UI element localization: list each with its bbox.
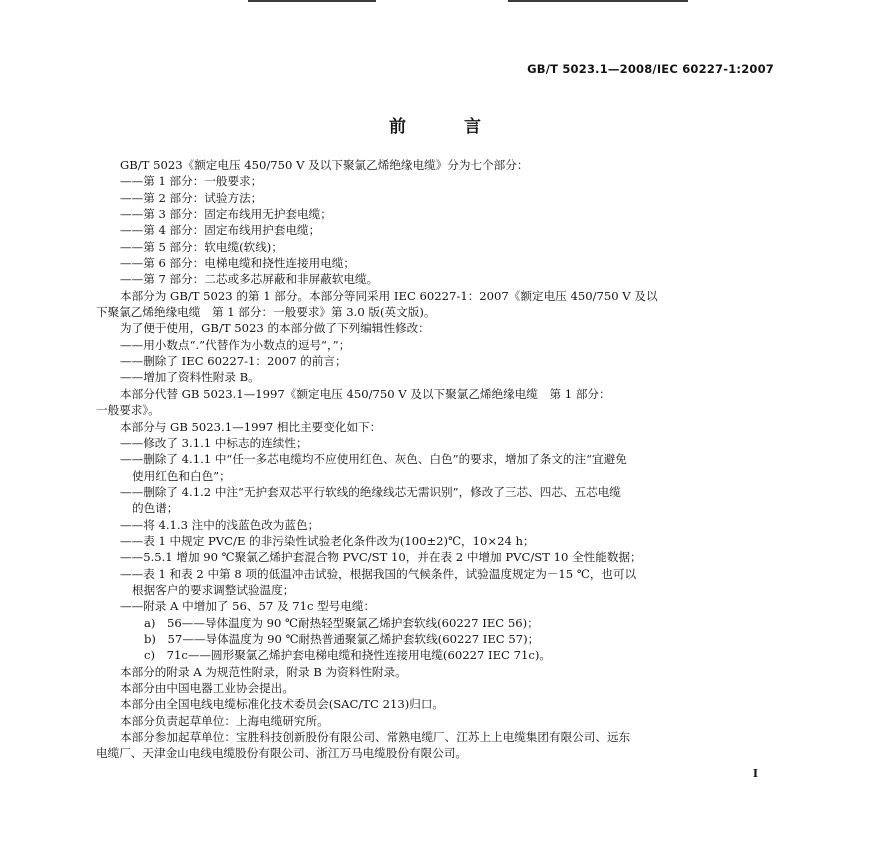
text-line: ——增加了资料性附录 B。 <box>120 370 260 385</box>
text-line: ——第 7 部分：二芯或多芯屏蔽和非屏蔽软电缆。 <box>120 272 379 287</box>
text-line: 下聚氯乙烯绝缘电缆 第 1 部分：一般要求》第 3.0 版(英文版)。 <box>96 305 436 320</box>
top-edge-bar-right <box>508 0 688 2</box>
text-line: b) 57——导体温度为 90 ℃耐热普通聚氯乙烯护套软线(60227 IEC 57)； <box>144 631 540 646</box>
text-line: 为了便于使用，GB/T 5023 的本部分做了下列编辑性修改： <box>120 321 430 336</box>
text-line: ——删除了 4.1.2 中注“无护套双芯平行软线的绝缘线芯无需识别”，修改了三芯、四芯、五芯电缆 <box>120 484 621 499</box>
text-line: 本部分与 GB 5023.1—1997 相比主要变化如下： <box>120 419 382 434</box>
text-line: 使用红色和白色”； <box>132 468 231 483</box>
text-line: GB/T 5023《额定电压 450/750 V 及以下聚氯乙烯绝缘电缆》分为七个部分： <box>120 158 529 172</box>
text-line: ——表 1 中规定 PVC/E 的非污染性试验老化条件改为(100±2)℃，10×24 h； <box>120 533 535 548</box>
text-line: ——附录 A 中增加了 56、57 及 71c 型号电缆： <box>120 599 376 614</box>
text-line: 本部分由全国电线电缆标准化技术委员会(SAC/TC 213)归口。 <box>120 697 445 712</box>
text-line: 本部分的附录 A 为规范性附录，附录 B 为资料性附录。 <box>120 664 407 679</box>
text-line: ——删除了 4.1.1 中“任一多芯电缆均不应使用红色、灰色、白色”的要求，增加了条文的注“宜避免 <box>120 452 627 467</box>
text-line: 一般要求》。 <box>96 403 160 418</box>
text-line: ——第 6 部分：电梯电缆和挠性连接用电缆； <box>120 256 356 271</box>
text-line: 本部分负责起草单位：上海电缆研究所。 <box>120 713 329 728</box>
text-line: 本部分由中国电器工业协会提出。 <box>120 681 294 695</box>
text-line: ——第 5 部分：软电缆(软线)； <box>120 239 283 254</box>
foreword-body <box>96 157 778 762</box>
text-line: 本部分代替 GB 5023.1—1997《额定电压 450/750 V 及以下聚氯乙烯绝缘电缆 第 1 部分： <box>120 386 611 401</box>
text-line: 电缆厂、天津金山电线电缆股份有限公司、浙江万马电缆股份有限公司。 <box>96 746 468 761</box>
text-line: ——用小数点“.”代替作为小数点的逗号“，”； <box>120 337 351 352</box>
text-line: 本部分参加起草单位：宝胜科技创新股份有限公司、常熟电缆厂、江苏上上电缆集团有限公司、远东 <box>120 730 631 745</box>
page-title: 前 言 <box>389 117 507 137</box>
text-line: ——修改了 3.1.1 中标志的连续性； <box>120 435 308 450</box>
text-line: ——第 3 部分：固定布线用无护套电缆； <box>120 207 332 222</box>
top-edge-bar-left <box>248 0 376 2</box>
text-line: ——将 4.1.3 注中的浅蓝色改为蓝色； <box>120 517 320 532</box>
standard-number-header: GB/T 5023.1—2008/IEC 60227-1:2007 <box>527 62 774 76</box>
text-line: 本部分为 GB/T 5023 的第 1 部分。本部分等同采用 IEC 60227-1：2007《额定电压 450/750 V 及以 <box>120 288 658 303</box>
page-number: I <box>752 767 758 780</box>
text-line: c) 71c——圆形聚氯乙烯护套电梯电缆和挠性连接用电缆(60227 IEC 71c)。 <box>144 648 551 663</box>
text-line: 的色谱； <box>132 501 179 516</box>
text-line: ——第 2 部分：试验方法； <box>120 190 263 205</box>
text-line: ——5.5.1 增加 90 ℃聚氯乙烯护套混合物 PVC/ST 10，并在表 2 中增加 PVC/ST 10 全性能数据； <box>120 550 642 565</box>
text-line: ——表 1 和表 2 中第 8 项的低温冲击试验，根据我国的气候条件，试验温度规定为－15 ℃，也可以 <box>120 566 637 581</box>
text-line: 根据客户的要求调整试验温度； <box>132 582 295 597</box>
text-line: ——第 4 部分：固定布线用护套电缆； <box>120 223 321 238</box>
text-line: ——删除了 IEC 60227-1：2007 的前言； <box>120 354 347 369</box>
text-line: ——第 1 部分：一般要求； <box>120 174 263 189</box>
text-line: a) 56——导体温度为 90 ℃耐热轻型聚氯乙烯护套软线(60227 IEC 56)； <box>144 615 539 630</box>
